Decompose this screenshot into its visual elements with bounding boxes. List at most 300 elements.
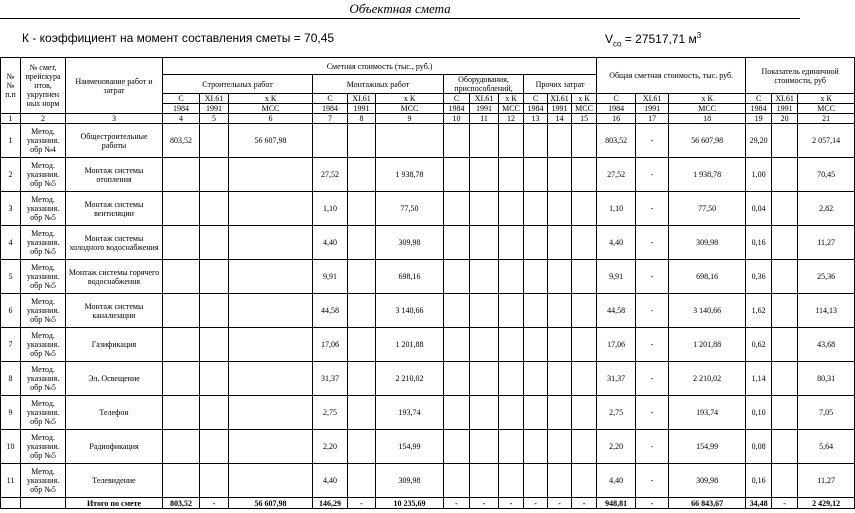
cell-c21: 2,82	[798, 192, 855, 226]
cell-c13	[524, 192, 548, 226]
cell-c4: 803,52	[163, 124, 200, 158]
volume-superscript: 3	[696, 31, 702, 40]
header-smeta: № смет, прейскура нтов, укрупнен ных норм	[21, 58, 66, 114]
cell-c16: 1,10	[597, 192, 636, 226]
header-unit-group: Показатель единичной стоимости, руб	[746, 58, 855, 94]
cell-c20	[772, 396, 798, 430]
header-mcc: МСС	[376, 104, 444, 114]
cell-c16: 4,40	[597, 226, 636, 260]
cell-c4	[163, 328, 200, 362]
cell-c17: -	[636, 464, 669, 498]
cell-c14	[548, 430, 572, 464]
cell-c21: 25,36	[798, 260, 855, 294]
cell-c16: 17,06	[597, 328, 636, 362]
header-xk: х К	[669, 94, 746, 104]
cell-c10	[444, 430, 470, 464]
header-xi61: XI.61	[348, 94, 376, 104]
cell-c13	[524, 328, 548, 362]
cell-c17: -	[636, 158, 669, 192]
cell-c17: -	[636, 294, 669, 328]
table-body	[1, 124, 855, 498]
cell-c18: 2 210,02	[669, 362, 746, 396]
column-number: 2	[21, 114, 66, 124]
k-coefficient-text: К - коэффициент на момент составления сметы = 70,45	[22, 31, 335, 45]
cell-n: 11	[1, 464, 21, 498]
cell-c17: -	[636, 430, 669, 464]
header-year-1984: 1984	[163, 104, 200, 114]
cell-c20	[772, 158, 798, 192]
table-row	[1, 328, 855, 362]
header-c: С	[597, 94, 636, 104]
cell-c9: 698,16	[376, 260, 444, 294]
cell-c20	[772, 124, 798, 158]
cell-c17: -	[636, 192, 669, 226]
header-c: С	[163, 94, 200, 104]
cell-c4	[163, 464, 200, 498]
cell-c21: 11,27	[798, 464, 855, 498]
cell-c11	[470, 464, 499, 498]
header-year-1984: 1984	[313, 104, 348, 114]
cell-c12	[499, 430, 524, 464]
cell-c7: 2,75	[313, 396, 348, 430]
cell-c21: 11,27	[798, 226, 855, 260]
column-number: 18	[669, 114, 746, 124]
cell-c10	[444, 362, 470, 396]
table-row	[1, 464, 855, 498]
cell-c6	[229, 362, 313, 396]
column-number: 6	[229, 114, 313, 124]
cell-c17: -	[636, 362, 669, 396]
cell-c5	[200, 192, 229, 226]
cell-c7: 17,06	[313, 328, 348, 362]
cell-c15	[572, 362, 597, 396]
cell-c19: 0,16	[746, 226, 772, 260]
table-row	[1, 192, 855, 226]
cell-c10	[444, 328, 470, 362]
header-xk: х К	[572, 94, 597, 104]
cell-n: 1	[1, 124, 21, 158]
cell-c20	[772, 362, 798, 396]
cell-c4	[163, 260, 200, 294]
cell-c8	[348, 260, 376, 294]
column-number: 8	[348, 114, 376, 124]
cell-c10	[444, 192, 470, 226]
cell-ref: Метод. указания. обр №5	[21, 226, 66, 260]
cell-c13	[524, 124, 548, 158]
cell-name: Радиофикация	[66, 430, 163, 464]
cell-c8	[348, 396, 376, 430]
cell-ref: Метод. указания. обр №5	[21, 362, 66, 396]
cell-c11	[470, 260, 499, 294]
header-c: С	[444, 94, 470, 104]
cell-c11	[470, 192, 499, 226]
cell-c12	[499, 226, 524, 260]
cell-c19: 1,00	[746, 158, 772, 192]
cell-c18: 1 201,88	[669, 328, 746, 362]
cell-ref: Метод. указания. обр №5	[21, 158, 66, 192]
cell-c10	[444, 124, 470, 158]
header-xi61: XI.61	[470, 94, 499, 104]
total-c4: 803,52	[163, 498, 200, 509]
cell-c21: 80,31	[798, 362, 855, 396]
cell-c5	[200, 226, 229, 260]
total-label: Итого по смете	[66, 498, 163, 509]
header-total-group: Общая сметная стоимость, тыс. руб.	[597, 58, 746, 94]
cell-c20	[772, 328, 798, 362]
header-xk: х К	[376, 94, 444, 104]
cell-c14	[548, 260, 572, 294]
cell-c4	[163, 430, 200, 464]
header-year-1991: 1991	[772, 104, 798, 114]
cell-c18: 309,98	[669, 464, 746, 498]
cell-c21: 43,68	[798, 328, 855, 362]
total-c17: -	[636, 498, 669, 509]
cell-c13	[524, 464, 548, 498]
cell-c7: 9,91	[313, 260, 348, 294]
cell-c5	[200, 328, 229, 362]
column-number: 13	[524, 114, 548, 124]
cell-c4	[163, 226, 200, 260]
header-xk: х К	[499, 94, 524, 104]
cell-c7: 2,20	[313, 430, 348, 464]
cell-c8	[348, 464, 376, 498]
cell-ref: Метод. указания. обр №5	[21, 396, 66, 430]
header-c: С	[313, 94, 348, 104]
cell-c11	[470, 124, 499, 158]
volume-text	[605, 31, 701, 48]
header-c: С	[746, 94, 772, 104]
cell-c9: 3 140,66	[376, 294, 444, 328]
table-row	[1, 362, 855, 396]
cell-c4	[163, 396, 200, 430]
cell-c21: 70,45	[798, 158, 855, 192]
cell-c14	[548, 192, 572, 226]
header-xi61: XI.61	[772, 94, 798, 104]
cell-n: 7	[1, 328, 21, 362]
coefficient-bar	[0, 18, 800, 58]
cell-c16: 27,52	[597, 158, 636, 192]
column-number: 21	[798, 114, 855, 124]
cell-c15	[572, 430, 597, 464]
cell-c15	[572, 294, 597, 328]
header-year-1991: 1991	[636, 104, 669, 114]
cell-c17: -	[636, 260, 669, 294]
cell-c12	[499, 158, 524, 192]
cell-c12	[499, 328, 524, 362]
cell-c17: -	[636, 396, 669, 430]
cell-c12	[499, 464, 524, 498]
header-xi61: XI.61	[636, 94, 669, 104]
cell-c7: 1,10	[313, 192, 348, 226]
cell-c12	[499, 396, 524, 430]
cell-c20	[772, 260, 798, 294]
cell-c8	[348, 294, 376, 328]
cell-c8	[348, 362, 376, 396]
cell-c19: 0,62	[746, 328, 772, 362]
cell-c16: 9,91	[597, 260, 636, 294]
table-row	[1, 260, 855, 294]
cell-c4	[163, 158, 200, 192]
document-title: Объектная смета	[349, 1, 451, 16]
cell-c21: 7,05	[798, 396, 855, 430]
header-other: Прочих затрат	[524, 75, 597, 94]
cell-c15	[572, 396, 597, 430]
cell-c16: 44,58	[597, 294, 636, 328]
cell-c12	[499, 362, 524, 396]
cell-ref: Метод. указания. обр №5	[21, 464, 66, 498]
cell-c13	[524, 226, 548, 260]
cell-n: 3	[1, 192, 21, 226]
header-mcc: МСС	[798, 104, 855, 114]
column-number: 5	[200, 114, 229, 124]
cell-c16: 4,40	[597, 464, 636, 498]
header-equip: Оборудования, приспособлений,	[444, 75, 524, 94]
header-year-1991: 1991	[470, 104, 499, 114]
cell-c11	[470, 328, 499, 362]
cell-c15	[572, 124, 597, 158]
column-number: 14	[548, 114, 572, 124]
table-row	[1, 226, 855, 260]
cell-n: 10	[1, 430, 21, 464]
table-row	[1, 430, 855, 464]
cell-c8	[348, 226, 376, 260]
cell-c6	[229, 158, 313, 192]
cell-c6	[229, 430, 313, 464]
cell-c13	[524, 260, 548, 294]
column-number: 7	[313, 114, 348, 124]
cell-c14	[548, 158, 572, 192]
cell-c20	[772, 430, 798, 464]
cell-c13	[524, 294, 548, 328]
volume-label: V	[605, 32, 614, 46]
cell-c16: 2,75	[597, 396, 636, 430]
column-number: 1	[1, 114, 21, 124]
cell-c11	[470, 396, 499, 430]
column-number: 9	[376, 114, 444, 124]
cell-c19: 29,20	[746, 124, 772, 158]
cell-c8	[348, 192, 376, 226]
total-c14: -	[548, 498, 572, 509]
header-build: Строительных работ	[163, 75, 313, 94]
table-row	[1, 124, 855, 158]
header-mcc: МСС	[229, 104, 313, 114]
cell-c15	[572, 192, 597, 226]
cell-c9: 2 210,02	[376, 362, 444, 396]
cell-c10	[444, 260, 470, 294]
cell-n: 2	[1, 158, 21, 192]
header-year-1991: 1991	[348, 104, 376, 114]
header-name: Наименование работ и затрат	[66, 58, 163, 114]
cell-c10	[444, 294, 470, 328]
total-c5: -	[200, 498, 229, 509]
cell-c16: 2,20	[597, 430, 636, 464]
header-year-1991: 1991	[200, 104, 229, 114]
cell-name: Монтаж системы холодного водоснабжения	[66, 226, 163, 260]
cell-name: Газификация	[66, 328, 163, 362]
cell-c18: 698,16	[669, 260, 746, 294]
cell-c11	[470, 294, 499, 328]
total-c7: 146,29	[313, 498, 348, 509]
total-c9: 10 235,69	[376, 498, 444, 509]
cell-c16: 803,52	[597, 124, 636, 158]
cell-name: Эл. Освещение	[66, 362, 163, 396]
cell-c9: 1 938,78	[376, 158, 444, 192]
cell-c13	[524, 430, 548, 464]
total-c10: -	[444, 498, 470, 509]
cell-name: Монтаж системы горячего водоснабжения	[66, 260, 163, 294]
header-xi61: XI.61	[200, 94, 229, 104]
total-c19: 34,48	[746, 498, 772, 509]
total-c20: -	[772, 498, 798, 509]
cell-c11	[470, 226, 499, 260]
cell-c19: 0,16	[746, 464, 772, 498]
total-row	[1, 498, 855, 509]
cell-c6	[229, 192, 313, 226]
cell-c9: 309,98	[376, 226, 444, 260]
header-install: Монтажных работ	[313, 75, 444, 94]
header-mcc: МСС	[669, 104, 746, 114]
cell-c18: 1 938,78	[669, 158, 746, 192]
column-number: 4	[163, 114, 200, 124]
column-number: 19	[746, 114, 772, 124]
cell-c6	[229, 226, 313, 260]
cell-c12	[499, 192, 524, 226]
cell-name: Телефон	[66, 396, 163, 430]
column-number: 16	[597, 114, 636, 124]
cell-c9	[376, 124, 444, 158]
header-xk: х К	[798, 94, 855, 104]
header-c: С	[524, 94, 548, 104]
total-c6: 56 607,98	[229, 498, 313, 509]
cell-name: Монтаж системы отопления	[66, 158, 163, 192]
header-no: № № п.п	[1, 58, 21, 114]
cell-c18: 3 140,66	[669, 294, 746, 328]
cell-c21: 114,13	[798, 294, 855, 328]
cell-c18: 77,50	[669, 192, 746, 226]
cell-c19: 1,14	[746, 362, 772, 396]
cell-c19: 0,10	[746, 396, 772, 430]
cell-c12	[499, 294, 524, 328]
cell-c9: 77,50	[376, 192, 444, 226]
column-number: 15	[572, 114, 597, 124]
cell-c4	[163, 192, 200, 226]
cell-c15	[572, 328, 597, 362]
cell-c19: 0,04	[746, 192, 772, 226]
cell-c14	[548, 362, 572, 396]
cell-c8	[348, 430, 376, 464]
cell-c20	[772, 294, 798, 328]
volume-subscript: co	[613, 39, 622, 49]
total-c15: -	[572, 498, 597, 509]
column-number: 11	[470, 114, 499, 124]
header-year-1984: 1984	[597, 104, 636, 114]
cell-c19: 1,62	[746, 294, 772, 328]
cell-c5	[200, 158, 229, 192]
cell-c9: 154,99	[376, 430, 444, 464]
cell-c8	[348, 328, 376, 362]
cell-n: 9	[1, 396, 21, 430]
cell-c11	[470, 430, 499, 464]
cell-c13	[524, 362, 548, 396]
cell-name: Телевидение	[66, 464, 163, 498]
cell-c5	[200, 294, 229, 328]
cell-c19: 0,36	[746, 260, 772, 294]
cell-c6	[229, 260, 313, 294]
header-xi61: XI.61	[548, 94, 572, 104]
header-year-1984: 1984	[746, 104, 772, 114]
cell-c19: 0,08	[746, 430, 772, 464]
cell-c18: 56 607,98	[669, 124, 746, 158]
cell-c6	[229, 294, 313, 328]
column-number: 10	[444, 114, 470, 124]
table-row	[1, 396, 855, 430]
cell-c14	[548, 328, 572, 362]
cell-n: 4	[1, 226, 21, 260]
cell-n: 6	[1, 294, 21, 328]
cell-c5	[200, 464, 229, 498]
cell-c13	[524, 158, 548, 192]
cell-ref: Метод. указания. обр №4	[21, 124, 66, 158]
cell-c5	[200, 362, 229, 396]
cell-c14	[548, 226, 572, 260]
cell-ref: Метод. указания. обр №5	[21, 294, 66, 328]
cell-c14	[548, 396, 572, 430]
cell-c15	[572, 260, 597, 294]
cell-c15	[572, 464, 597, 498]
cell-c17: -	[636, 226, 669, 260]
total-c8: -	[348, 498, 376, 509]
cell-name: Общестроительные работы	[66, 124, 163, 158]
total-c18: 66 843,67	[669, 498, 746, 509]
cell-c18: 193,74	[669, 396, 746, 430]
estimate-table	[0, 57, 855, 509]
header-mcc: МСС	[572, 104, 597, 114]
total-c13: -	[524, 498, 548, 509]
cell-c5	[200, 124, 229, 158]
cell-c13	[524, 396, 548, 430]
column-number: 20	[772, 114, 798, 124]
cell-c12	[499, 260, 524, 294]
cell-c8	[348, 124, 376, 158]
cell-c6	[229, 396, 313, 430]
cell-c6	[229, 328, 313, 362]
header-year-1984: 1984	[524, 104, 548, 114]
cell-c20	[772, 464, 798, 498]
header-xk: х К	[229, 94, 313, 104]
cell-c10	[444, 396, 470, 430]
total-c16: 948,81	[597, 498, 636, 509]
cell-c20	[772, 192, 798, 226]
cell-c20	[772, 226, 798, 260]
cell-c7: 4,40	[313, 226, 348, 260]
total-blank	[21, 498, 66, 509]
cell-c15	[572, 158, 597, 192]
cell-ref: Метод. указания. обр №5	[21, 192, 66, 226]
cell-c17: -	[636, 328, 669, 362]
cell-c8	[348, 158, 376, 192]
column-number-row	[1, 114, 855, 124]
header-year-1991: 1991	[548, 104, 572, 114]
column-number: 17	[636, 114, 669, 124]
cell-c21: 5,64	[798, 430, 855, 464]
cell-c9: 1 201,88	[376, 328, 444, 362]
cell-c10	[444, 464, 470, 498]
total-blank	[1, 498, 21, 509]
cell-c4	[163, 294, 200, 328]
header-mcc: МСС	[499, 104, 524, 114]
cell-c9: 193,74	[376, 396, 444, 430]
cell-c12	[499, 124, 524, 158]
